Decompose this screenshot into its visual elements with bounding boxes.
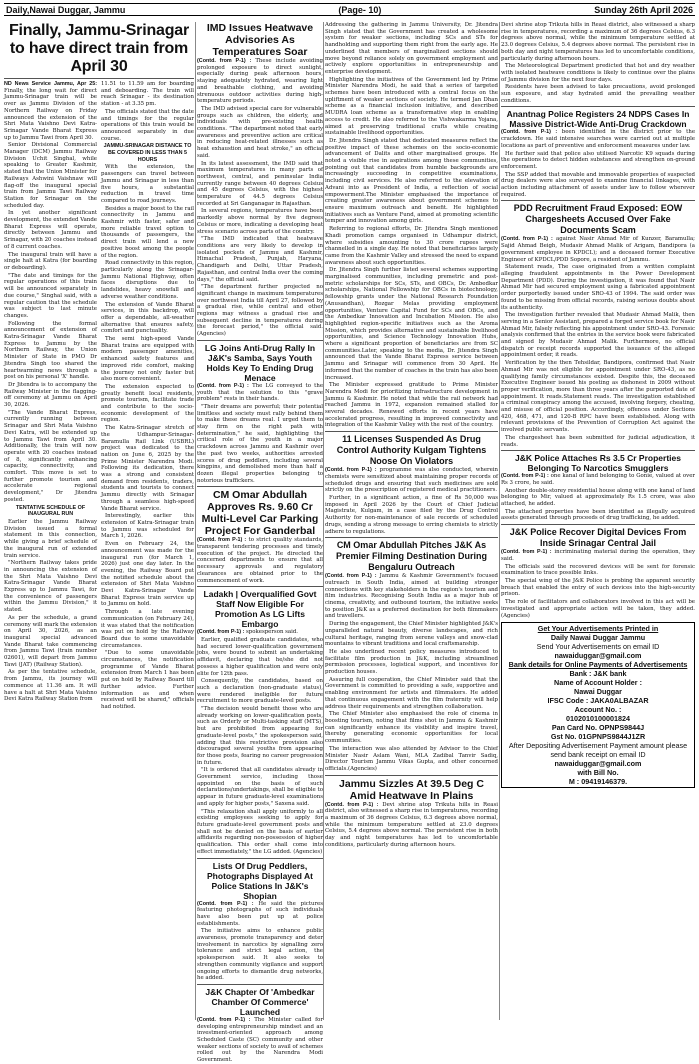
cm-omar-bengaluru-headline: CM Omar Abdullah Pitches J&K As Premier Filming Destination During Bengaluru Outreach bbox=[335, 540, 488, 573]
byline: ND News Service bbox=[4, 81, 51, 87]
story-paragraph: Earlier the Jammu Railway Division issued a formal statement in this connection, while giving a brief schedule of the inaugural run of extended train service. bbox=[4, 519, 97, 559]
story-paragraph: He said the pictures featuring photographs of such individuals have also been put up at police establishments. bbox=[197, 900, 323, 927]
attaches-headline: J&K Police Attaches Rs 3.5 Cr Properties Belonging To Narcotics Smugglers bbox=[515, 453, 681, 474]
story-paragraph: The interaction was also attended by Advisor to the Chief Minister Nasir Aslam Wani, MLA Zadibal Tanvir Sadiq, Director Tourism Jammu Vikas Gupta, and other concerned officials.(Agencies) bbox=[325, 745, 498, 772]
ad-email: nawaiduggar@gmail.com bbox=[554, 651, 642, 661]
story-paragraph: "It is ordered that all candidates already in Government service, including those appointed on the basis of such declarations/undertakings, shall be eligible to appear in future graduate-level examinations and apply for higher posts," Saxena said. bbox=[197, 767, 323, 807]
story-paragraph: Jammu & Kashmir Government's focused outreach in South India, aimed at building stronger connections with key stakeholders in the region's tourism and film industries. Recognising South India as a major hub of cinema, creativity, and outbound tourism, the initiative seeks to position J&K as a preferred destination for both filmmakers and travellers. bbox=[325, 573, 499, 620]
lead-story-col-b bbox=[101, 81, 194, 712]
story-paragraph: With the extension, the passengers can travel between Jammu and Srinagar in less than five hours, a substantial reduction in travel time compared to road journeys. bbox=[101, 164, 194, 204]
ad-send-line: Send Your Advertisements on email ID bbox=[536, 642, 660, 652]
story-paragraph: "The date and timings for the regular operations of this train will be announced separately in due course," Singhal said, with a regular caution that the schedule was subject to last minute changes. bbox=[4, 272, 97, 319]
dateline: Jammu, Apr 25: bbox=[53, 81, 98, 87]
column-rule bbox=[499, 22, 500, 1020]
ad-bill-note: with Bill No. bbox=[577, 768, 619, 778]
story-paragraph: Another double-storey residential house along with one kanal of land belonging to Mir, valued at approximately Rs 1.5 crore, was also attached, he added. bbox=[501, 487, 695, 508]
column-rule bbox=[323, 22, 324, 1020]
story-paragraph: The Minister called for developing entrepreneurship mindset and an investment-oriented approach among Scheduled Caste (SC) community and other weaker sections of society to avail of schemes rolled out by the Narendra Modi Government. bbox=[197, 1016, 324, 1064]
story-paragraph: The IMD advised special care for vulnerable groups such as children, the elderly, and individuals with pre-existing health conditions. "The department noted that early awareness and preventive action are critical in reducing heat-related illnesses such as heat exhaustion and heat stroke," an official said. bbox=[197, 105, 323, 159]
story-paragraph: incriminating material during the operation, they said. bbox=[501, 549, 696, 562]
lead-headline: Finally, Jammu-Srinagar to have direct train from April 30 bbox=[8, 22, 190, 75]
dateline: (Contd. from P-1) : bbox=[501, 236, 553, 243]
ad-bank: Bank : J&K bank bbox=[569, 669, 627, 679]
ad-bank-title: Bank details for Online Payments of Advertisements bbox=[508, 660, 688, 670]
dateline: (Contd. from P-1) : bbox=[325, 573, 377, 580]
story-paragraph: In yet another significant development, the extended Vande Bharat Express will operate, directly between Jammu and Srinagar, with 20 coaches instead of 8 current coaches. bbox=[4, 210, 97, 250]
dateline: (Contd. from P-1) : bbox=[325, 801, 379, 808]
story-paragraph: The extension of Vande Bharat services, in this backdrop, will offer a dependable, all-weather alternative that ensures safety, comfort and punctuality. bbox=[101, 301, 194, 335]
ad-email-2: nawaiduggar@gmail.com bbox=[554, 759, 642, 769]
story-paragraph: against Nasir Ahmad Mir of Kunzer, Baramulla; Sajid Ahmad Beigh, Mudasir Ahmad Malik of Arigam, Bandipora (a government employee in KPDCL); and a deceased former Executive Engineer of KPDCL/PDD Sopore, a resident of Jammu. bbox=[501, 236, 695, 263]
story-paragraph: Consequently, the candidates, based on such a declaration (non-graduate status), were rendered ineligible for future recruitment to more graduate-level posts. bbox=[197, 678, 323, 705]
story-paragraph: "This relaxation shall apply uniformly to all existing employees seeking to apply for future graduate-level government posts and shall not be denied on the basis of earlier affidavits regarding non-possession of higher qualification. This order shall come into effect immediately," the LG added. (Agencies) bbox=[197, 808, 323, 855]
story-paragraph: "Their dreams are powerful; their potential limitless and society must rally behind them to make these dreams real. I urged them to stay firm on the right path with determination," he said, highlighting the critical role of the youth in a major crackdown across Jammu and Kashmir over the past two weeks, authorities arrested scores of drug peddlers, including several kingpins, and demolished more than half a dozen illegal properties belonging to notorious traffickers. bbox=[197, 403, 323, 484]
story-paragraph: As per the tentative schedule, from Jammu, its journey will commence at 11.36 am. It will have a halt at Shri Mata Vaishno Devi Katra Railway Station from bbox=[4, 669, 97, 703]
divider bbox=[4, 78, 194, 79]
story-paragraph: Statement reads, The case originated from a written complaint alleging fraudulent appointments in the Power Development Department (PDD). During the investigation, it was found that Nasir Ahmad Mir had secured employment using a fabricated appointment order purportedly issued under SRO-43 of 1994. The said order was found to be missing from official records, raising serious doubts about its authenticity. bbox=[501, 264, 695, 311]
heatwave-headline: IMD Issues Heatwave Advisories As Temperatures Soar bbox=[206, 22, 314, 58]
divider bbox=[197, 486, 323, 487]
anantnag-headline: Anantnag Police Registers 24 NDPS Cases In Massive District-Wide Anti-Drug Crackdown bbox=[506, 109, 690, 130]
story-paragraph: The attached properties have been identified as illegally acquired assets generated through proceeds of drug trafficking, he added. bbox=[501, 508, 695, 522]
story-paragraph: "Northern Railway takes pride in announcing the extension of the Shri Mata Vaishno Devi Katra-Srinagar Vande Bharat Express up to Jammu Tawi, for the convenience of passengers within the Jammu Division," it stated. bbox=[4, 560, 97, 614]
story-paragraph: In several regions, temperatures have been markedly above normal by five degrees Celsius or more, indicating a developing heat stress scenario across parts of the country. bbox=[197, 208, 323, 235]
story-paragraph: In its latest assessment, the IMD said that maximum temperatures in many parts of northwest, central, and peninsular India currently range between 40 degrees Celsius and 45 degrees Celsius, with the highest temperature of 44.5 degrees Celsius recorded at Sri Ganganagar in Rajasthan. bbox=[197, 160, 323, 207]
lead-story-body bbox=[4, 81, 194, 712]
story-paragraph: Further, in a significant action, a fine of Rs 50,000 was imposed in April 2026 by the Court of Chief Judicial Magistrate, Kulgam, in a case filed by the Drug Control Authority for non-maintenance of sale records of scheduled drugs, sending a strong message to erring chemists to strictly adhere to regulations. bbox=[325, 495, 498, 535]
story-paragraph: Verification by the then Tehsildar, Bandipora, confirmed that Nasir Ahmad Mir was not eligible for appointment under SRO-43, as no qualifying family circumstances existed. Despite this, the deceased Executive Engineer issued his posting as dishonest in 2009 without proper verification, more than three years after the purported date of appointment. It reads.Statement reads. The investigation established a criminal conspiracy among the accused, involving forgery, cheating, and misuse of official position. Accordingly, offences under Sections 420, 468, 471, and 120-B RPC have been established. Along with relevant provisions of the Prevention of Corruption Act against the involved public servants. bbox=[501, 360, 695, 434]
page-number: (Page- 10) bbox=[338, 4, 382, 15]
column-three bbox=[325, 22, 498, 1021]
story-paragraph: The extension expected to greatly benefit local residents, promote tourism, facilitate trade and contribute to the socio-economic development of the region. bbox=[101, 383, 194, 424]
story-paragraph: He further said that police also utilised Narcotic K9 squads during the operations to detect hidden substances and strengthen on-ground enforcement. bbox=[501, 150, 695, 170]
dateline: (Contd. from P-1) : bbox=[501, 549, 552, 556]
story-paragraph: The officials stated that the date and timings for the regular operations of this train would be announced separately in due course. bbox=[101, 108, 194, 142]
jammu-sizzles-headline: Jammu Sizzles At 39.5 Deg C Amid Heatwave In Plains bbox=[339, 777, 484, 802]
story-paragraph: Dr. Jitendra Singh further listed several schemes supporting marginalised communities, including premetric and post-metric scholarships for SCs, STs, and OBCs, Dr. Ambedkar scholarships, National Fellowship for OBCs in biotechnology, fellowship grants under the National Research Foundation (Anusandhan), Rozgar Melas providing employment opportunities, Venture Capital Fund for SCs and OBCs, and the Ambedkar Innovation and Incubation Mission. He also highlighted region-specific initiatives such as the Aroma Mission, which provides alternative and sustainable livelihood opportunities, and Science Technology Innovation Hubs, where a significant proportion of beneficiaries are from SC communities.Later, speaking to the media, Dr. Jitendra Singh announced that the Vande Bharat Express service between Jammu and Srinagar will commence from 30 April. He informed that the number of coaches in the train has also been increased. bbox=[325, 267, 498, 381]
dateline: (Contd. from P-1) : bbox=[197, 1016, 251, 1023]
devices-headline: J&K Police Recover Digital Devices From Inside Srinagar Central Jail bbox=[509, 527, 687, 549]
story-paragraph: The chargesheet has been submitted for judicial adjudication, it reads. bbox=[501, 434, 695, 448]
story-paragraph: The inaugural train will have a single halt at Katra (for boarding or deboarding). bbox=[4, 251, 97, 271]
divider bbox=[325, 537, 498, 538]
column-four bbox=[501, 22, 695, 1021]
dateline: (Contd. from P-1) : bbox=[197, 58, 252, 64]
story-paragraph: 11.51 to 11.59 am for boarding and deboarding. The train will reach Srinagar - its destination station - at 3.35 pm. bbox=[101, 81, 194, 108]
story-paragraph: The role of facilitators and collaborators involved in this act will be investigated and appropriate action will be taken, they added. (Agencies) bbox=[501, 599, 695, 619]
dateline: (Contd. from P-1) : bbox=[197, 629, 245, 636]
story-paragraph: Highlighting the initiatives of the Government led by Prime Minister Narendra Modi, he said that a series of targeted schemes have been introduced with a central focus on the upliftment of weaker sections of society. He termed Jan Dhan scheme as a financial inclusion initiative, and described MUDRA loan scheme as a transformative step in enabling access to credit. He also referred to the Vishwakarma Yojana, aimed at preserving traditional crafts while creating sustainable livelihood opportunities. bbox=[325, 76, 498, 137]
story-paragraph: Dr. Jitendra Singh stated that dedicated measures reflect the positive impact of these schemes on the socio-economic advancement of Dalits and other marginalised groups. He noted a visible rise in aspirations among these communities, pointing out that candidates from humble backgrounds are increasingly succeeding in competitive examinations, including civil services. He also referred to the elevation of Advani into as President of India, a reflection of social empowerment.The Minister emphasised the importance of creating greater awareness about government schemes to ensure maximum outreach and benefit. He highlighted initiatives such as Venture Fund, aimed at promoting scientific temper and innovation among girls. bbox=[325, 137, 498, 225]
story-paragraph: Interestingly, earlier this extension of Katra-Srinagar train to Jammu was scheduled for March 1, 2026. bbox=[101, 513, 194, 540]
story-paragraph: Road connectivity in this region, particularly along the Srinagar-Jammu National Highway, often faces disruptions due to landslides, heavy snowfall and adverse weather conditions. bbox=[101, 260, 194, 300]
dateline: (Contd. from P-1) : bbox=[501, 473, 549, 480]
ladakh-headline: Ladakh | Overqualified Govt Staff Now Eligible For Promotion As LG Lifts Embargo bbox=[203, 589, 317, 630]
story-paragraph: one kanal of land belonging to Gonie, valued at over Rs 3 crore, he said. bbox=[501, 473, 695, 486]
ad-account-no: 0102010100001824 bbox=[566, 714, 630, 724]
divider bbox=[501, 524, 695, 525]
story-paragraph: Finally, the long wait for direct Jammu-Srinagar train will be over as Jammu Division of the Northern Railway on Friday announced the extension of the Shri Mata Vaishno Devi Katra-Srinagar Vande Bharat Express up to Jammu Tawi from April 30. bbox=[4, 87, 97, 141]
story-paragraph: Through a late evening communication (on February 24), it was stated that the notification was put on hold by the Railway Board due to some unavoidable circumstances. bbox=[101, 609, 194, 649]
story-paragraph: Addressing the gathering in Jammu University, Dr. Jitendra Singh stated that the Government has created a wholesome system for weaker sections, including SCs and STs for handholding and supporting them right from the early age. He underlined that members of marginalized sections should move beyond reliance solely on government employment and actively explore opportunities in entrepreneurship and enterprise development. bbox=[325, 22, 498, 75]
dateline: (Contd. from P-1) : bbox=[325, 467, 377, 474]
story-paragraph: He also underlined recent policy measures introduced to facilitate film production in J&K, including streamlined permission processes, logistical support, and incentives for production houses. bbox=[325, 648, 498, 676]
story-paragraph: Dr Jitendra is to accompany the Railway Minister in the flagging-off ceremony at Jammu on April 30, 2026. bbox=[4, 381, 97, 409]
story-paragraph: "The department further projected no significant change in maximum temperatures over northwest India till April 27, followed by a gradual rise, while central and other regions may witness a gradual rise and subsequent decline in temperatures during the forecast period," the official said. (Agencies) bbox=[197, 284, 323, 338]
story-paragraph: "Due to some unavoidable circumstances, the notification programme of Vande Bharat extension from March 1 has been put on hold by Railway Board till further advice. Further information as and when received will be shared," officials had notified. bbox=[101, 650, 194, 710]
story-paragraph: Referring to regional efforts, Dr. Jitendra Singh mentioned Khadi promotion camps organised in Udhampur district, where subsidies amounting to 30 crore rupees were channelled in a single day. He noted that beneficiaries largely came from the Kashmir Valley and stressed the need to expand awareness about such opportunities. bbox=[325, 226, 498, 266]
story-paragraph: Devi shrine atop Trikuta hills in Reasi district, also witnessed a sharp rise in temperatures, recording a maximum of 36 degrees Celsius, 6.3 degrees above normal, while the minimum temperature settled at 23.0 degrees Celsius, 5.4 degrees above normal. The persistent rise in both day and night temperatures has led to uncomfortable conditions, particularly during afternoon hours. bbox=[325, 801, 499, 848]
issue-date: Sunday 26th April 2026 bbox=[594, 4, 693, 15]
dateline: (Contd. from P-1) : bbox=[197, 382, 249, 389]
story-paragraph: The special wing of the J&K Police is probing the apparent security breach that enabled the entry of such devices into the high-security prison. bbox=[501, 578, 695, 598]
advertisement-box bbox=[501, 622, 695, 788]
story-paragraph: The Chief Minister also emphasised the role of cinema in boosting tourism, noting that films shot in Jammu & Kashmir can significantly enhance its visibility and inspire travel, thereby generating economic opportunities for local communities. bbox=[325, 711, 498, 745]
story-paragraph: During the engagement, the Chief Minister highlighted J&K's unparalleled natural beauty, diverse landscapes, and rich cultural heritage, ranging from serene valleys and snow-clad mountains to vibrant traditions and local craftsmanship. bbox=[325, 621, 498, 648]
jk-chapter-headline: J&K Chapter Of 'Ambedkar Chamber Of Commerce' Launched bbox=[205, 986, 315, 1017]
story-paragraph: The Katra-Srinagar stretch of the Udhampur-Srinagar-Baramulla Rail Link (USBRL) project was dedicated to the nation on June 6, 2025 by the Prime Minister Narendra Modi. Following its dedication, there was a strong and consistent demand from residents, traders, students and tourists to connect Jammu directly with Srinagar through a seamless high-speed Vande Bharat service. bbox=[101, 425, 194, 512]
story-paragraph: Residents have been advised to take precautions, avoid prolonged sun exposure, and stay hydrated amid the prevailing weather conditions. bbox=[501, 84, 695, 104]
story-paragraph: The Meteorological Department predicted that hot and dry weather with isolated heatwave conditions is likely to continue over the plains of Jammu division for the next four days. bbox=[501, 63, 695, 83]
divider bbox=[325, 431, 498, 432]
drug-peddlers-headline: Lists Of Drug Peddlers, Photographs Displayed At Police Stations In J&K's Shopian bbox=[207, 860, 313, 901]
story-paragraph: been identified in the district prior to the crackdown. He said intensive searches were carried out at multiple locations as part of preventive and enforcement measures under law. bbox=[501, 129, 696, 149]
lead-story-column bbox=[4, 22, 194, 1021]
story-paragraph: The semi high-speed Vande Bharat trains are equipped with modern passenger amenities, enhanced safety features and improved ride comfort, making the journey not only faster but also more convenient. bbox=[101, 336, 194, 383]
story-paragraph: The initiative aims to enhance public awareness, promote transparency and deter involvement in narcotics by signalling zero tolerance and strict legal action, the spokesperson said. It also seeks to strengthen community vigilance and support ongoing efforts to dismantle drug networks, he added. bbox=[197, 928, 323, 982]
ad-after-note: After Depositing Advertisement Payment amount please send bank receipt on email ID bbox=[508, 741, 688, 760]
dateline: (Contd. from P-1) : bbox=[501, 129, 558, 136]
story-paragraph: Senior Divisional Commercial Manager (DCM) Jammu Railway Division Uchit Singhal, while speaking to Greater Kashmir, stated that the Union Minister for Railways Ashwini Vaishnaw will flag-off the inaugural special train from Jammu Tawi Railway Station for Srinagar on the scheduled day. bbox=[4, 142, 97, 209]
divider bbox=[501, 200, 695, 201]
ad-ifsc: IFSC Code : JAKA0ALBAZAR bbox=[547, 696, 649, 706]
ad-account-name: Nawai Duggar bbox=[574, 687, 622, 697]
story-paragraph: Earlier, qualified graduate candidates, who had secured lower-qualification government jobs, were bound to submit an undertaking affidavit, declaring that he/she did not possess a higher qualification and were only elite for 12th pass. bbox=[197, 637, 323, 677]
masthead-bar bbox=[4, 3, 695, 16]
story-paragraph: "The Vande Bharat Express, currently running between Srinagar and Shri Mata Vaishno Devi Katra, will be extended up to Jammu Tawi from April 30. Additionally, the train will now operate with 20 coaches instead of 8, significantly enhancing capacity, connectivity, and comfort. This move is set to further promote tourism and accelerate regional development," Dr Jitendra posted. bbox=[4, 409, 97, 503]
story-paragraph: These include avoiding prolonged exposure to direct sunlight, especially during peak afternoon hours, staying adequately hydrated, wearing light and breathable clothing, and avoiding strenuous outdoor activities during high-temperature periods. bbox=[197, 58, 323, 105]
ad-paper-name: Daily Nawai Duggar Jammu bbox=[550, 633, 646, 643]
ad-pan: Pan Card No. OPNPS9844J bbox=[551, 723, 645, 733]
subheading: JAMMU-SRINAGAR DISTANCE TO BE COVERED IN LESS THAN 5 HOURS bbox=[103, 143, 192, 163]
story-paragraph: "The decision would benefit those who are already working on lower-qualification posts, such as Orderly or Multi-tasking staff (MTS), but are prohibited from appearing for graduate-level posts," the spokesperson said, adding that this restrictive provision also discouraged several youths from appearing for those posts, fearing no career progression in future. bbox=[197, 706, 323, 766]
ad-mobile: M : 09419146379. bbox=[568, 777, 628, 787]
story-paragraph: Following the formal announcement of extension of Katra-Srinagar Vande Bharat Express to Jammu by the Northern Railway, the Union Minister of State in PMO Dr Jitendra Singh too shared the heartwarming news through a post on his personal 'X' handle. bbox=[4, 320, 97, 381]
divider bbox=[501, 450, 695, 451]
story-paragraph: The investigation further revealed that Mudasir Ahmad Malik, then serving in a Senior Assistant, prepared a forged service book for Nasir Ahmad Mir, falsely reflecting his appointment under SRO-43. Forensic analysis confirmed that the entries in the service book were fabricated and signed by Mudasir Ahmad Malik. Furthermore, no official dispatch or receipt records supported the issuance of the alleged appointment order, it reads. bbox=[501, 312, 695, 359]
story-paragraph: "The IMD indicated that heatwave conditions are very likely to develop in isolated pockets of Jammu and Kashmir, Himachal Pradesh, Punjab, Haryana, Chandigarh and Delhi, Uttar Pradesh, Rajasthan, and central India over the coming days," the official said. bbox=[197, 236, 323, 283]
column-two bbox=[197, 22, 324, 1064]
story-paragraph: As per the schedule, a grand ceremony will mark the extension on April 30, 2026, as an inaugural special advanced Vande Bharat take commencing from Jammu Tawi (train number 02601), will depart from Jammu Tawi (JAT) (Railway Station). bbox=[4, 614, 97, 668]
story-paragraph: spokesperson said. bbox=[246, 629, 299, 636]
story-paragraph: The LG conveyed to the youth that the solution to this "grave problem" rests in their hands. bbox=[197, 382, 324, 403]
story-paragraph: Even on February 24, the announcement was made for the inaugural run (for March 1, 2026) just one day later. In the evening, the Railway Board put the notified schedule about the extension of Shri Mata Vaishno Devi Katra-Srinagar Vande Bharat Express train service up to Jammu on hold. bbox=[101, 541, 194, 608]
divider bbox=[501, 106, 695, 107]
story-paragraph: Assuring full cooperation, the Chief Minister said that the Government is committed to providing a safe, supportive and enabling environment for artists and filmmakers. He added that continuous engagement with the film fraternity will help address their requirements and strengthen collaboration. bbox=[325, 676, 498, 710]
story-paragraph: The Minister expressed gratitude to Prime Minister Narendra Modi for prioritizing infrastructure development in Jammu & Kashmir. He noted that while the rail network had reached Jammu in 1972, expansion remained stalled for several decades. Renewed efforts in recent years have accelerated progress, resulting in improved connectivity and integration of the Kashmir Valley with the rest of the country. bbox=[325, 382, 498, 429]
subheading: TENTATIVE SCHEDULE OF INAUGURAL RUN bbox=[15, 504, 86, 518]
cm-omar-ganderbal-headline: CM Omar Abdullah Approves Rs. 9.60 Cr Multi-Level Car Parking Project For Ganderbal bbox=[201, 489, 319, 538]
divider bbox=[325, 775, 498, 776]
paper-name: Daily,Nawai Duggar, Jammu bbox=[6, 4, 126, 15]
licenses-headline: 11 Licenses Suspended As Drug Control Authority Kulgam Tightens Noose On Violators bbox=[336, 434, 487, 467]
ad-account-name-label: Name of Account Holder : bbox=[554, 678, 642, 688]
dateline: (Contd. from P-1) : bbox=[197, 900, 254, 907]
column-rule bbox=[195, 22, 196, 1020]
story-paragraph: to strict quality standards, transparent tendering processes and timely execution of the project. He directed the concerned departments to ensure that all necessary approvals and regulatory clearances are obtained prior to the commencement of work. bbox=[197, 537, 323, 584]
lg-joins-headline: LG Joins Anti-Drug Rally In J&K's Samba, Says Youth Holds Key To Ending Drug Menace bbox=[204, 342, 316, 383]
divider bbox=[197, 586, 323, 587]
story-paragraph: programme was also conducted, wherein chemists were sensitized about maintaining proper records of scheduled drugs and ensuring that such medicines are sold strictly on the prescription of registered medical practitioners. bbox=[325, 467, 499, 494]
story-paragraph: Devi shrine atop Trikuta hills in Reasi district, also witnessed a sharp rise in temperatures, recording a maximum of 36 degrees Celsius, 6.3 degrees above normal, while the minimum temperature settled at 23.0 degrees Celsius, 5.4 degrees above normal. The persistent rise in both day and night temperatures has led to uncomfortable conditions, particularly during afternoon hours. bbox=[501, 22, 695, 62]
ad-title: Get Your Advertisements Printed in bbox=[537, 624, 659, 634]
story-paragraph: Besides a major boost to the rail connectivity in Jammu and Kashmir with faster, safer and more reliable travel option to thousands of passengers, the direct train will lend a new positive boost among the people of the region. bbox=[101, 205, 194, 259]
divider bbox=[197, 984, 323, 985]
ad-gst: Gst No. 01GPNPS9844J1ZR bbox=[550, 732, 646, 742]
pdd-headline: PDD Recruitment Fraud Exposed: EOW Chargesheets Accused Over Fake Documents Scam bbox=[513, 203, 683, 236]
story-paragraph: The SSP added that movable and immovable properties of suspected drug dealers were also surveyed to examine financial linkages, with action including attachment of assets under law to follow wherever required. bbox=[501, 171, 695, 198]
dateline: (Contd. from P-1) : bbox=[197, 537, 247, 544]
lead-story-col-a bbox=[4, 81, 97, 712]
story-paragraph: The officials said the recovered devices will be sent for forensic examination to trace possible links. bbox=[501, 563, 695, 577]
divider bbox=[197, 858, 323, 859]
ad-account-no-label: Account No. : bbox=[574, 705, 622, 715]
divider bbox=[197, 340, 323, 341]
